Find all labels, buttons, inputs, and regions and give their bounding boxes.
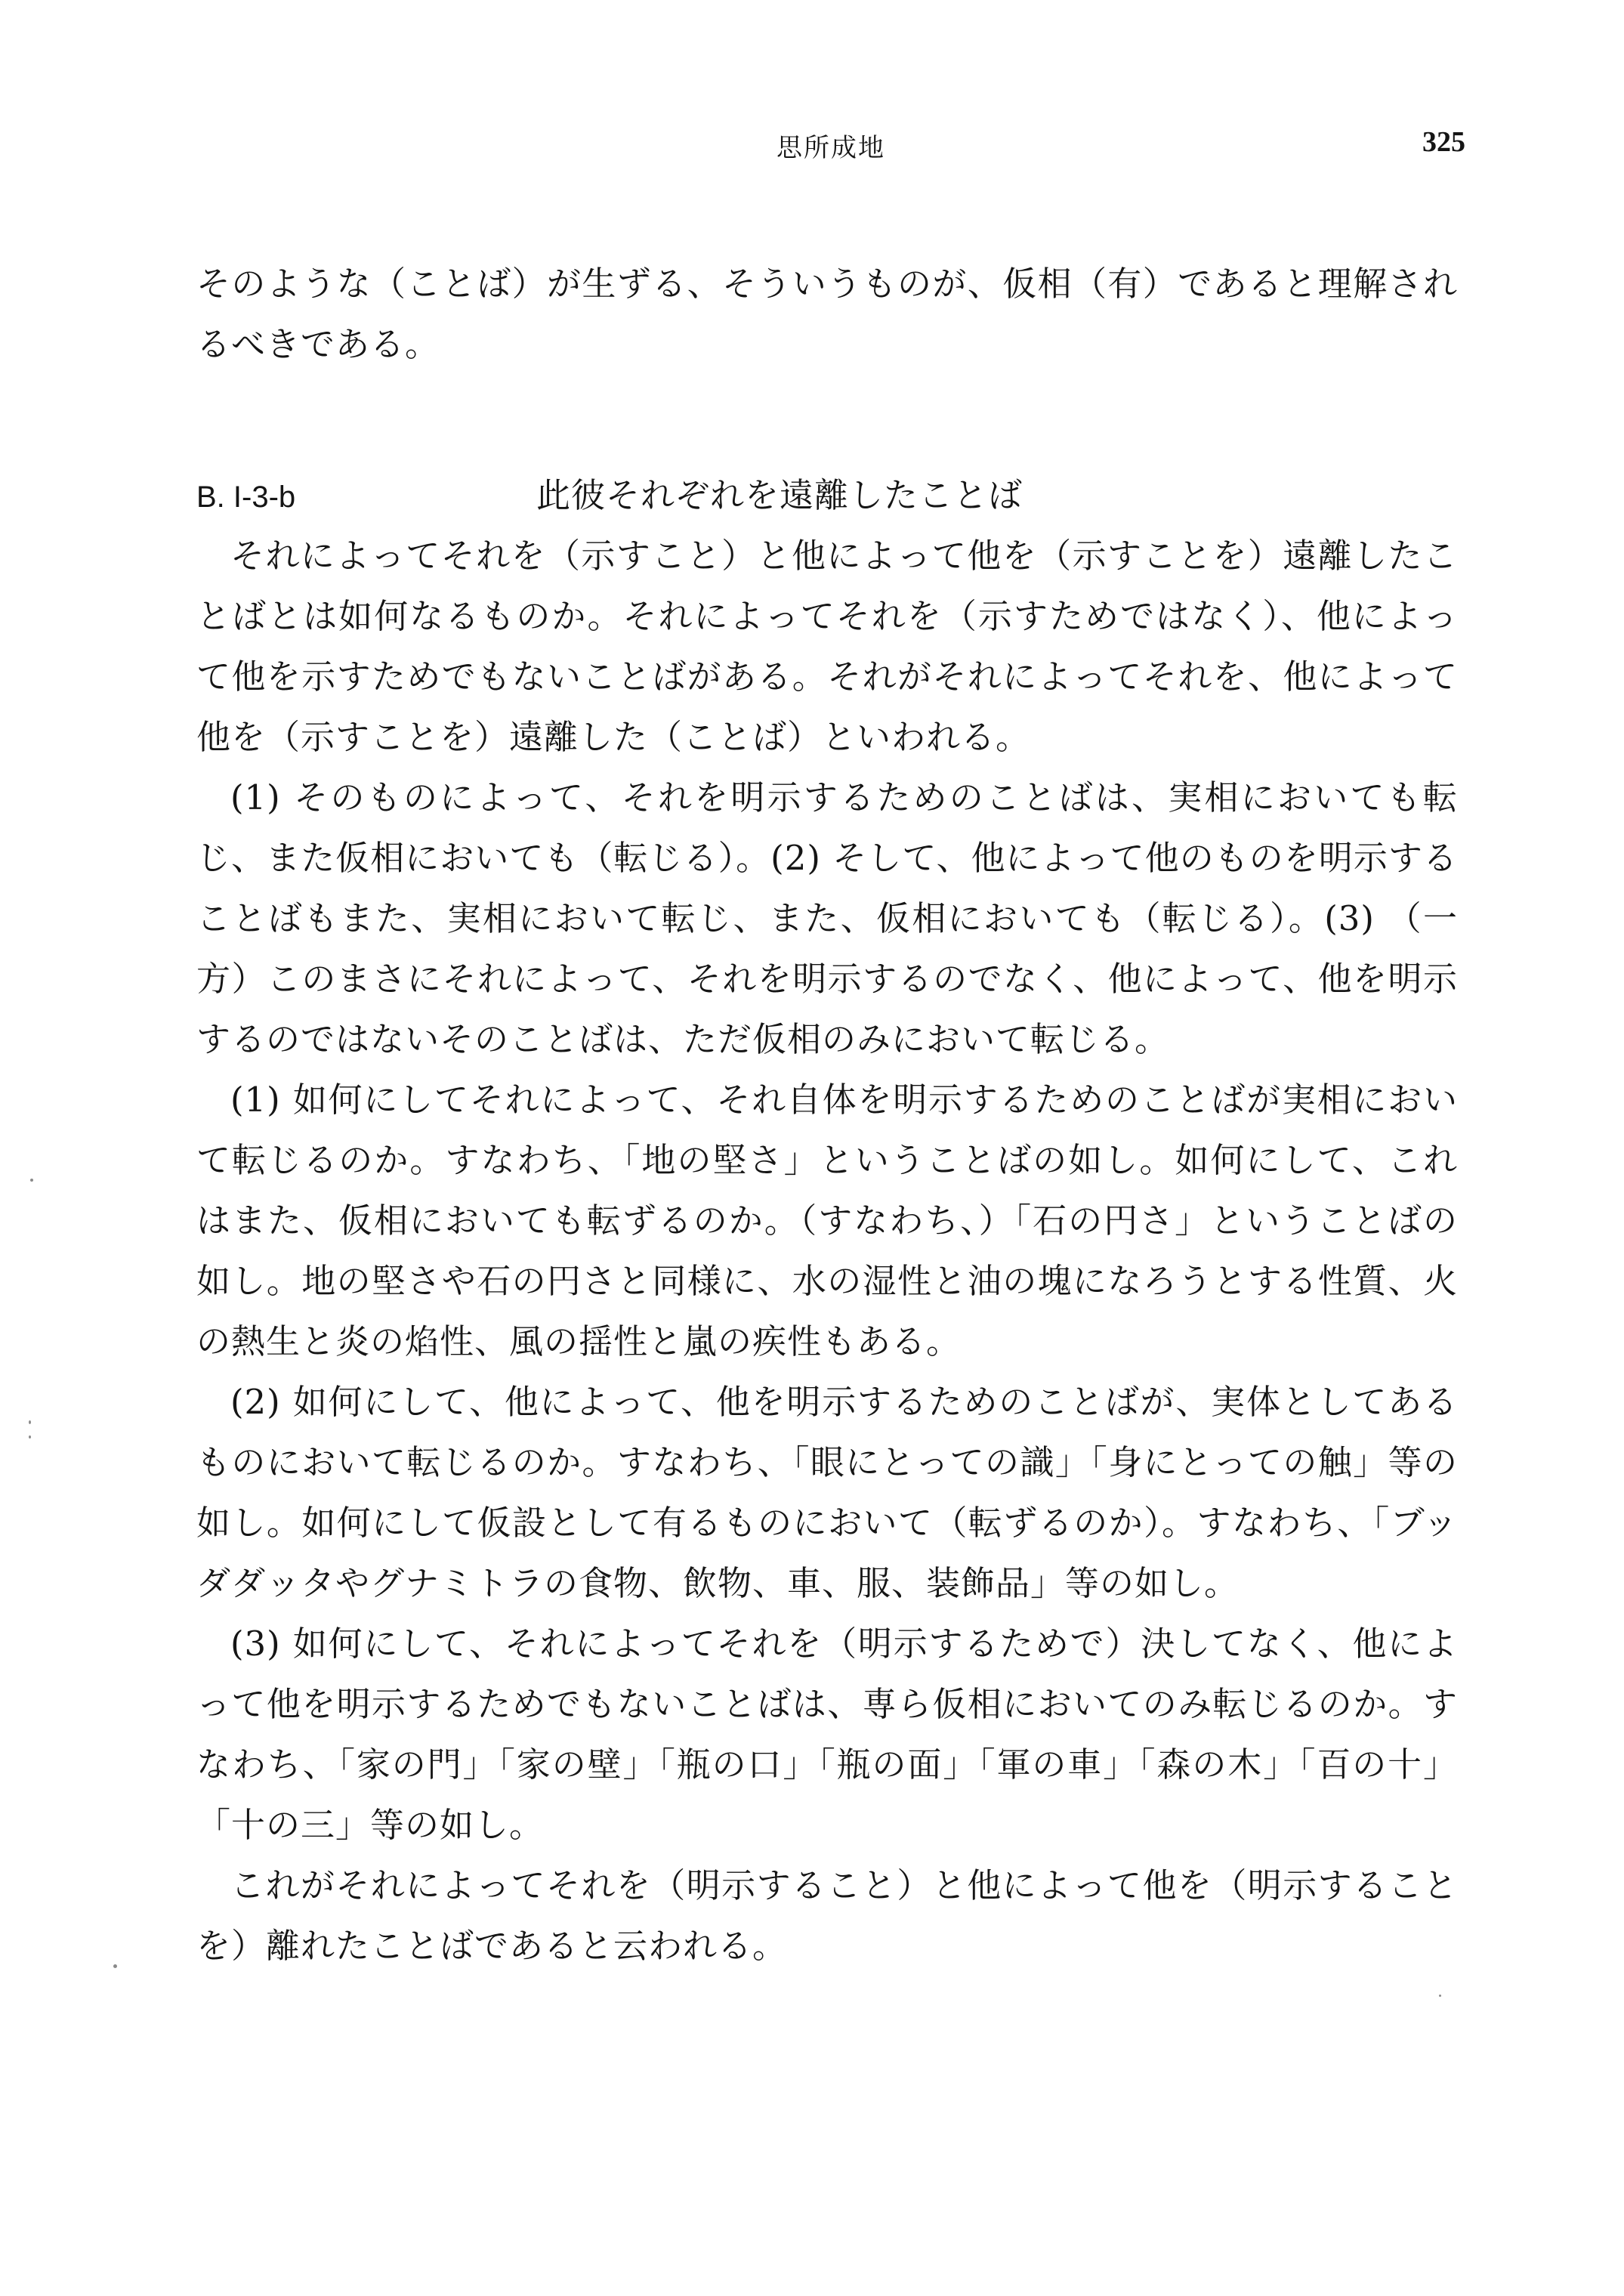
paragraph-case-1: (1) 如何にしてそれによって、それ自体を明示するためのことばが実相において転じるのか。すなわち、「地の堅さ」ということばの如し。如何にして、これはまた、仮相においても転ずるのか。（すなわち、）「石の円さ」ということばの如し。地の堅さや石の円さと同様に、水の湿性と油の塊になろうとする性質、火の熱生と炎の焰性、風の揺性と嵐の疾性もある。 [196,1080,1458,1361]
running-header-title: 思所成地 [776,133,885,163]
paragraph-case-3: (3) 如何にして、それによってそれを（明示するためで）決してなく、他によって他を明示するためでもないことばは、専ら仮相においてのみ転じるのか。すなわち、「家の門」「家の壁」「瓶の口」「瓶の面」「軍の車」「森の木」「百の十」「十の三」等の如し。 [196,1624,1458,1845]
page-number: 325 [1422,126,1465,158]
paragraph-definition: それによってそれを（示すこと）と他によって他を（示すことを）遠離したことばとは如何なるものか。それによってそれを（示すためではなく）、他によって他を示すためでもないことばがある。それがそれによってそれを、他によって他を（示すことを）遠離した（ことば）といわれる。 [196,536,1458,757]
paragraph-case-2: (2) 如何にして、他によって、他を明示するためのことばが、実体としてあるものにおいて転じるのか。すなわち、「眼にとっての識」「身にとっての触」等の如し。如何にして仮設として有るものにおいて（転ずるのか）。すなわち、「ブッダダッタやグナミトラの食物、飲物、車、服、装飾品」等の如し。 [196,1382,1458,1603]
section-spacer [196,375,1458,465]
intro-paragraph: そのような（ことば）が生ずる、そういうものが、仮相（有）であると理解されるべきである。 [196,264,1458,364]
section-id: B. I-3-b [196,481,296,514]
paragraph-conclusion: これがそれによってそれを（明示すること）と他によって他を（明示することを）離れたことばであると云われる。 [196,1865,1458,1966]
body-text [196,254,1458,1976]
scan-speck [29,1420,31,1424]
scan-speck [1439,1995,1441,1997]
section-heading [196,465,1458,526]
section-title: 此彼それぞれを遠離したことば [536,475,1023,515]
paragraph-overview: (1) そのものによって、それを明示するためのことばは、実相においても転じ、また仮相においても（転じる）。(2) そして、他によって他のものを明示することばもまた、実相において転じ、また、仮相においても（転じる）。(3) （一方）このまさにそれによって、それを明示するのでなく、他によって、他を明示するのではないそのことばは、ただ仮相のみにおいて転じる。 [196,777,1458,1059]
scan-speck [30,1179,33,1182]
scan-speck [29,1435,31,1438]
scan-speck [113,1964,117,1968]
